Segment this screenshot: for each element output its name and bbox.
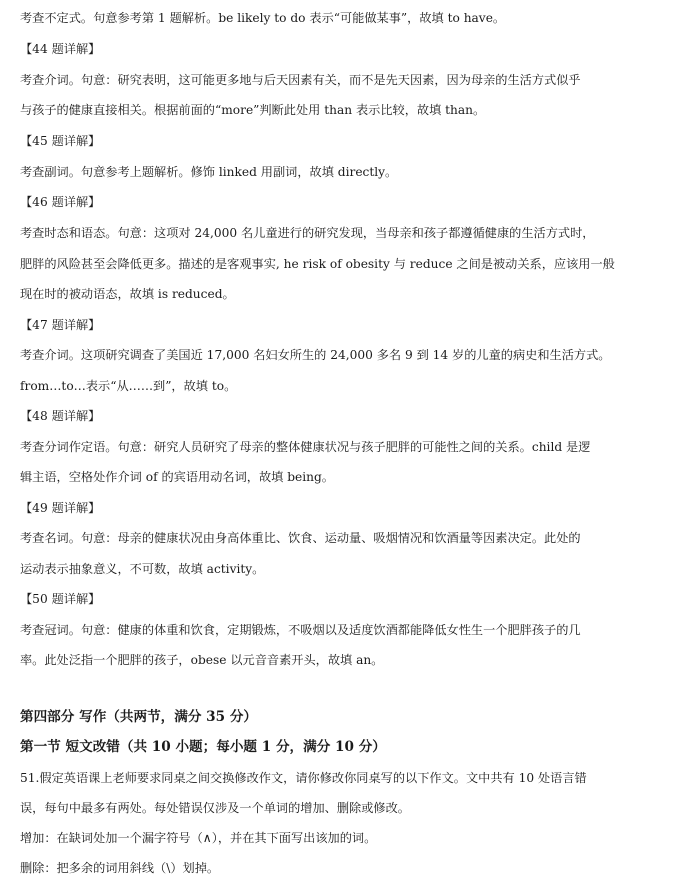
- answer-line: 考查时态和语态。句意：这项对 24,000 名儿童进行的研究发现，当母亲和孩子都遵循健康的生活方式时，: [20, 226, 595, 240]
- answer-line: 考查副词。句意参考上题解析。修饰 linked 用副词，故填 directly。: [20, 165, 398, 179]
- part-four-heading: 第四部分 写作（共两节，满分 35 分）: [20, 709, 258, 725]
- question-heading-45: 【45 题详解】: [20, 134, 101, 148]
- answer-line: 现在时的被动语态，故填 is reduced。: [20, 287, 235, 301]
- answer-line: 运动表示抽象意义，不可数，故填 activity。: [20, 562, 265, 576]
- question-heading-44: 【44 题详解】: [20, 42, 101, 56]
- question-heading-47: 【47 题详解】: [20, 318, 101, 332]
- section-one-heading: 第一节 短文改错（共 10 小题；每小题 1 分，满分 10 分）: [20, 739, 386, 755]
- instruction-line: 51.假定英语课上老师要求同桌之间交换修改作文，请你修改你同桌写的以下作文。文中共有 10 处语言错: [20, 771, 587, 785]
- answer-line: 辑主语，空格处作介词 of 的宾语用动名词，故填 being。: [20, 470, 334, 484]
- instruction-line: 删除：把多余的词用斜线（\）划掉。: [20, 861, 220, 875]
- answer-line: 与孩子的健康直接相关。根据前面的“more”判断此处用 than 表示比较，故填 than。: [20, 103, 486, 117]
- answer-line: 考查介词。句意：研究表明，这可能更多地与后天因素有关，而不是先天因素，因为母亲的生活方式似乎: [20, 73, 581, 87]
- answer-line: 考查不定式。句意参考第 1 题解析。be likely to do 表示“可能做某事”，故填 to have。: [20, 11, 506, 25]
- answer-line: from…to…表示“从……到”，故填 to。: [20, 379, 237, 393]
- answer-line: 考查名词。句意：母亲的健康状况由身高体重比、饮食、运动量、吸烟情况和饮酒量等因素决定。此处的: [20, 531, 581, 545]
- answer-line: 考查介词。这项研究调查了美国近 17,000 名妇女所生的 24,000 多名 9 到 14 岁的儿童的病史和生活方式。: [20, 348, 611, 362]
- answer-line: 肥胖的风险甚至会降低更多。描述的是客观事实, he risk of obesity 与 reduce 之间是被动关系，应该用一般: [20, 257, 615, 271]
- instruction-line: 误，每句中最多有两处。每处错误仅涉及一个单词的增加、删除或修改。: [20, 801, 410, 815]
- question-heading-50: 【50 题详解】: [20, 592, 101, 606]
- answer-line: 考查分词作定语。句意：研究人员研究了母亲的整体健康状况与孩子肥胖的可能性之间的关系。child 是逻: [20, 440, 591, 454]
- answer-line: 率。此处泛指一个肥胖的孩子，obese 以元音音素开头，故填 an。: [20, 653, 384, 667]
- question-heading-49: 【49 题详解】: [20, 501, 101, 515]
- question-heading-48: 【48 题详解】: [20, 409, 101, 423]
- answer-line: 考查冠词。句意：健康的体重和饮食，定期锻炼，不吸烟以及适度饮酒都能降低女性生一个肥胖孩子的几: [20, 623, 581, 637]
- question-heading-46: 【46 题详解】: [20, 195, 101, 209]
- instruction-line: 增加：在缺词处加一个漏字符号（∧），并在其下面写出该加的词。: [20, 831, 377, 845]
